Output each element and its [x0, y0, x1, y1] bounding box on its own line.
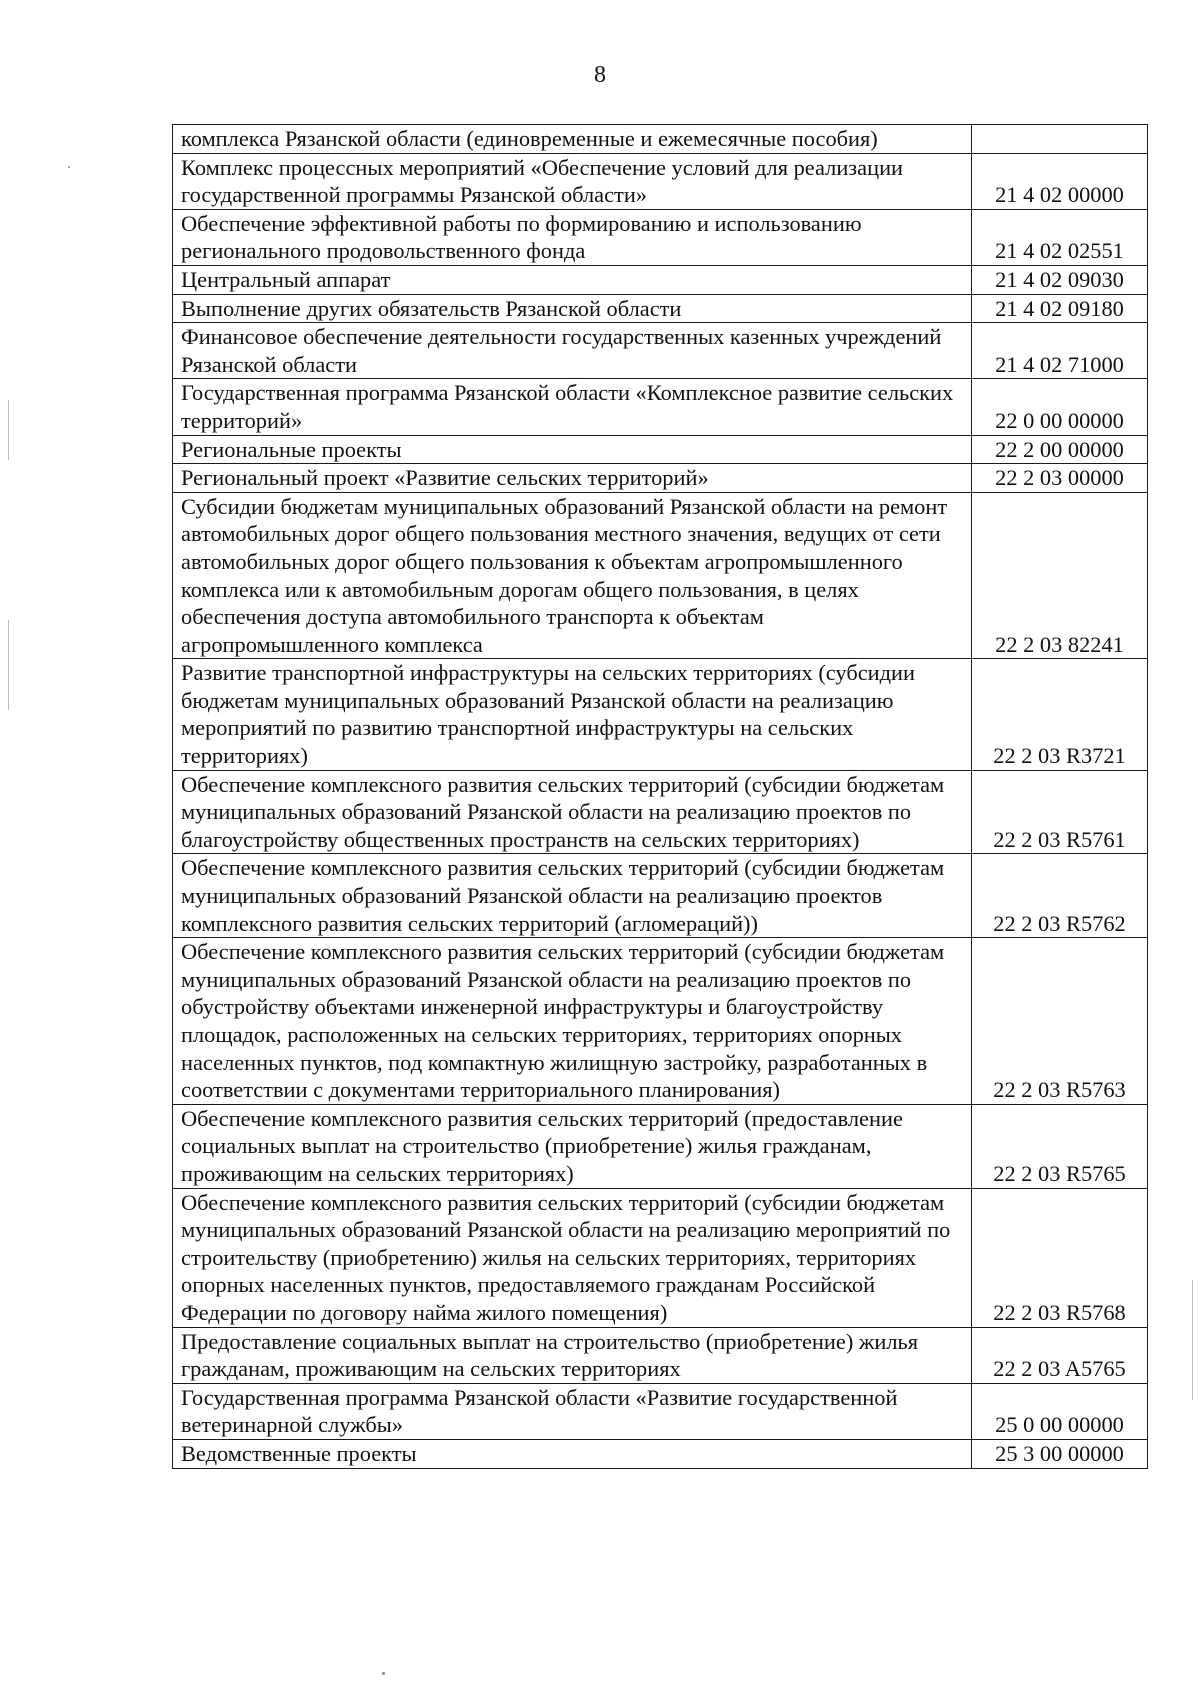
row-name: Региональный проект «Развитие сельских территорий»: [173, 464, 972, 493]
table-row: [173, 659, 1148, 770]
row-name: Субсидии бюджетам муниципальных образований Рязанской области на ремонт автомобильных дорог общего пользования местного значения, ведущих от сети автомобильных дорог общего пользования к объектам агропромышленного комплекса или к автомобильным дорогам общего пользования, в целях обеспечения доступа автомобильного транспорта к объектам агропромышленного комплекса: [173, 492, 972, 659]
row-code: 22 2 03 82241: [972, 492, 1148, 659]
row-code: 25 0 00 00000: [972, 1383, 1148, 1439]
table-row: [173, 435, 1148, 464]
table-row: [173, 294, 1148, 323]
row-name: Ведомственные проекты: [173, 1439, 972, 1468]
row-code: 22 2 03 R3721: [972, 659, 1148, 770]
scan-edge-mark: [1192, 1280, 1193, 1400]
scan-edge-mark: [8, 400, 9, 460]
row-name: Региональные проекты: [173, 435, 972, 464]
budget-classification-table: [172, 124, 1148, 1469]
table-row: [173, 938, 1148, 1105]
row-name: Обеспечение комплексного развития сельских территорий (субсидии бюджетам муниципальных образований Рязанской области на реализацию проектов по обустройству объектами инженерной инфраструктуры и благоустройству площадок, расположенных на сельских территориях, территориях опорных населенных пунктов, под компактную жилищную застройку, разработанных в соответствии с документами территориального планирования): [173, 938, 972, 1105]
row-code: 22 2 00 00000: [972, 435, 1148, 464]
row-code: 22 2 03 R5761: [972, 770, 1148, 854]
row-name: Обеспечение комплексного развития сельских территорий (субсидии бюджетам муниципальных образований Рязанской области на реализацию проектов комплексного развития сельских территорий (агломераций)): [173, 854, 972, 938]
row-code: 22 2 03 R5765: [972, 1104, 1148, 1188]
row-name: Обеспечение эффективной работы по формированию и использованию регионального продовольственного фонда: [173, 209, 972, 265]
row-code: 21 4 02 71000: [972, 323, 1148, 379]
row-code: 21 4 02 02551: [972, 209, 1148, 265]
row-code: 22 0 00 00000: [972, 379, 1148, 435]
row-name: комплекса Рязанской области (единовременные и ежемесячные пособия): [173, 125, 972, 154]
row-name: Государственная программа Рязанской области «Развитие государственной ветеринарной службы»: [173, 1383, 972, 1439]
table-row: [173, 125, 1148, 154]
row-name: Финансовое обеспечение деятельности государственных казенных учреждений Рязанской области: [173, 323, 972, 379]
row-name: Комплекс процессных мероприятий «Обеспечение условий для реализации государственной программы Рязанской области»: [173, 153, 972, 209]
row-name: Обеспечение комплексного развития сельских территорий (субсидии бюджетам муниципальных образований Рязанской области на реализацию проектов по благоустройству общественных пространств на сельских территориях): [173, 770, 972, 854]
page-number: 8: [594, 62, 606, 88]
row-name: Центральный аппарат: [173, 265, 972, 294]
row-code: 22 2 03 00000: [972, 464, 1148, 493]
table-row: [173, 153, 1148, 209]
table-row: [173, 379, 1148, 435]
table-row: [173, 265, 1148, 294]
table-row: [173, 209, 1148, 265]
table-row: [173, 1383, 1148, 1439]
row-name: Развитие транспортной инфраструктуры на сельских территориях (субсидии бюджетам муниципальных образований Рязанской области на реализацию мероприятий по развитию транспортной инфраструктуры на сельских территориях): [173, 659, 972, 770]
row-code: [972, 125, 1148, 154]
scan-edge-mark: [8, 620, 9, 710]
table-row: [173, 1188, 1148, 1327]
table-row: [173, 492, 1148, 659]
table-row: [173, 464, 1148, 493]
table-row: [173, 854, 1148, 938]
row-code: 22 2 03 R5763: [972, 938, 1148, 1105]
row-code: 22 2 03 R5768: [972, 1188, 1148, 1327]
row-name: Выполнение других обязательств Рязанской области: [173, 294, 972, 323]
row-code: 25 3 00 00000: [972, 1439, 1148, 1468]
table-row: [173, 323, 1148, 379]
scan-speck: [382, 1672, 385, 1675]
row-name: Предоставление социальных выплат на строительство (приобретение) жилья гражданам, проживающим на сельских территориях: [173, 1327, 972, 1383]
table-row: [173, 1439, 1148, 1468]
row-code: 21 4 02 09180: [972, 294, 1148, 323]
row-code: 21 4 02 00000: [972, 153, 1148, 209]
row-name: Государственная программа Рязанской области «Комплексное развитие сельских территорий»: [173, 379, 972, 435]
row-code: 21 4 02 09030: [972, 265, 1148, 294]
row-code: 22 2 03 A5765: [972, 1327, 1148, 1383]
row-name: Обеспечение комплексного развития сельских территорий (субсидии бюджетам муниципальных образований Рязанской области на реализацию мероприятий по строительству (приобретению) жилья на сельских территориях, территориях опорных населенных пунктов, предоставляемого гражданам Российской Федерации по договору найма жилого помещения): [173, 1188, 972, 1327]
table-row: [173, 1327, 1148, 1383]
scan-speck: [68, 166, 70, 168]
table-row: [173, 770, 1148, 854]
table-row: [173, 1104, 1148, 1188]
row-name: Обеспечение комплексного развития сельских территорий (предоставление социальных выплат на строительство (приобретение) жилья гражданам, проживающим на сельских территориях): [173, 1104, 972, 1188]
row-code: 22 2 03 R5762: [972, 854, 1148, 938]
